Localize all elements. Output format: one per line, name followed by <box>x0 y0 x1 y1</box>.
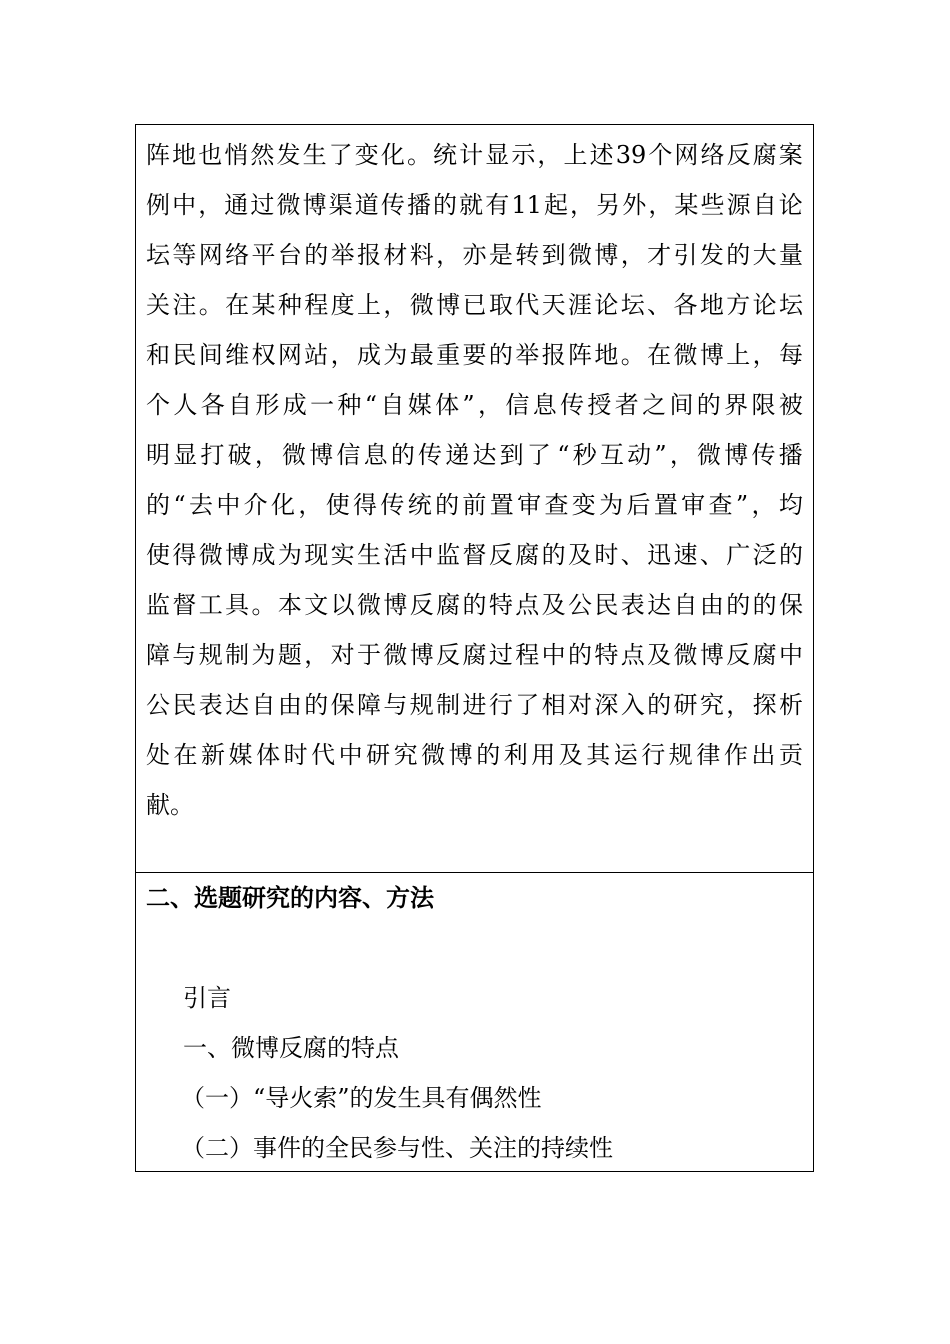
paragraph-line: 障 与 规 制 为 题 ， 对 于 微 博 反 腐 过 程 中 的 特 点 及 微 博 反 腐 中 <box>146 641 803 669</box>
content-method-cell <box>136 873 813 1171</box>
outline-item: 引言 <box>183 984 231 1012</box>
paragraph-line: 使 得 微 博 成 为 现 实 生 活 中 监 督 反 腐 的 及 时 、 迅 速 、 广 泛 的 <box>146 541 803 569</box>
background-cell <box>136 125 813 873</box>
outline-item: （一）“导火索”的发生具有偶然性 <box>181 1084 542 1112</box>
paragraph-line: 的 “ 去 中 介 化 ， 使 得 传 统 的 前 置 审 查 变 为 后 置 审 查 ” ， 均 <box>146 491 803 519</box>
section-heading: 二、选题研究的内容、方法 <box>146 883 434 912</box>
paragraph-line: 明 显 打 破 ， 微 博 信 息 的 传 递 达 到 了 “ 秒 互 动 ” ， 微 博 传 播 <box>146 441 803 469</box>
proposal-table <box>135 124 814 1172</box>
paragraph-line: 关 注 。 在 某 种 程 度 上 ， 微 博 已 取 代 天 涯 论 坛 、 各 地 方 论 坛 <box>146 291 803 319</box>
paragraph-line: 公 民 表 达 自 由 的 保 障 与 规 制 进 行 了 相 对 深 入 的 研 究 ， 探 析 <box>146 691 803 719</box>
paragraph-line: 献。 <box>146 791 194 819</box>
paragraph-line: 个 人 各 自 形 成 一 种 “ 自 媒 体 ” ， 信 息 传 授 者 之 间 的 界 限 被 <box>146 391 803 419</box>
outline-item: 一、微博反腐的特点 <box>183 1034 399 1062</box>
paragraph-line: 例 中 ， 通 过 微 博 渠 道 传 播 的 就 有 11 起 ， 另 外 ， 某 些 源 自 论 <box>146 191 803 219</box>
outline-item: （二）事件的全民参与性、关注的持续性 <box>181 1134 613 1162</box>
paragraph-line: 坛 等 网 络 平 台 的 举 报 材 料 ， 亦 是 转 到 微 博 ， 才 引 发 的 大 量 <box>146 241 803 269</box>
paragraph-line: 处 在 新 媒 体 时 代 中 研 究 微 博 的 利 用 及 其 运 行 规 律 作 出 贡 <box>146 741 803 769</box>
outline-list <box>136 973 813 1173</box>
paragraph-line: 和 民 间 维 权 网 站 ， 成 为 最 重 要 的 举 报 阵 地 。 在 微 博 上 ， 每 <box>146 341 803 369</box>
paragraph-line: 监 督 工 具 。 本 文 以 微 博 反 腐 的 特 点 及 公 民 表 达 自 由 的 的 保 <box>146 591 803 619</box>
paragraph-line: 阵 地 也 悄 然 发 生 了 变 化 。 统 计 显 示 ， 上 述 39 个 网 络 反 腐 案 <box>146 141 803 169</box>
